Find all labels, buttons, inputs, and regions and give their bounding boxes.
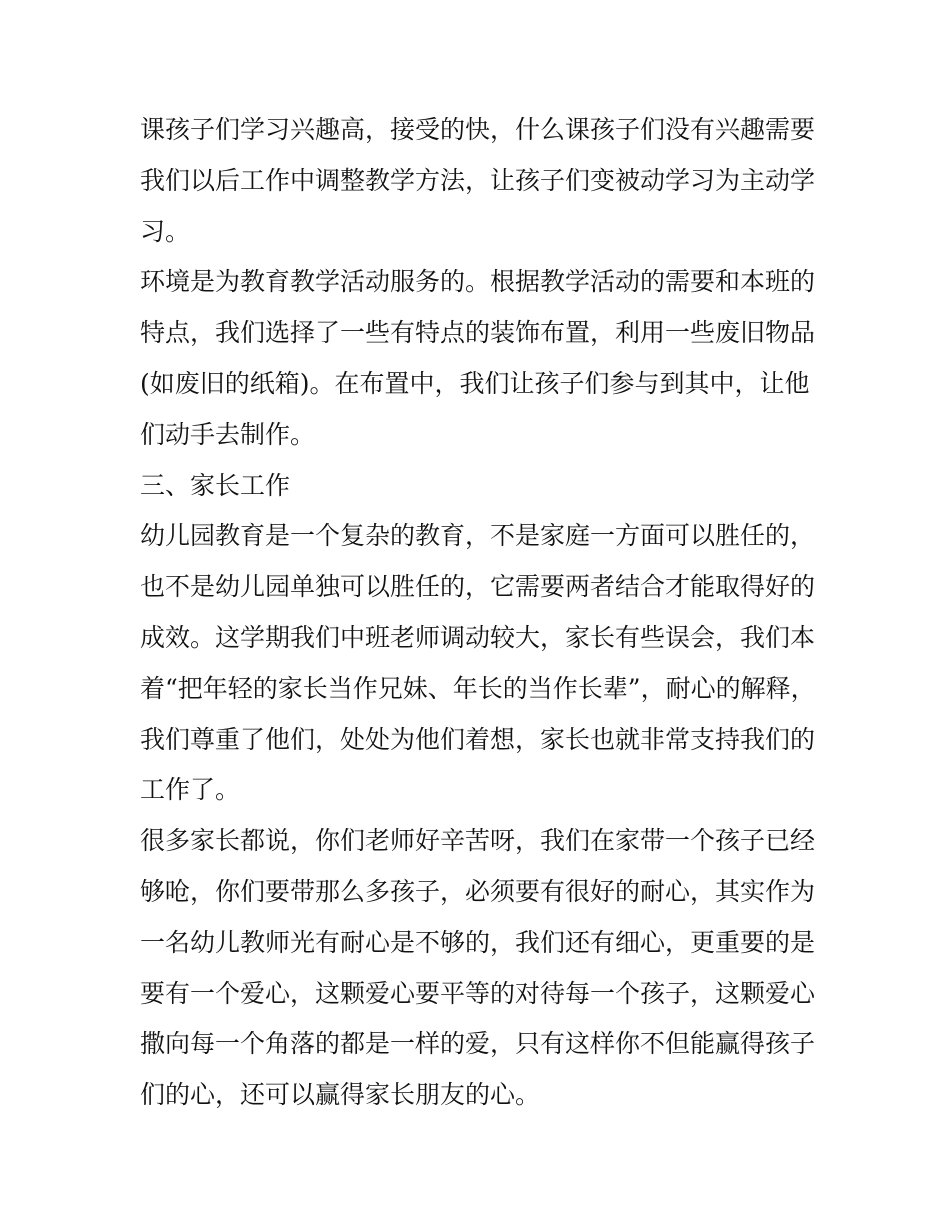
text-line: 幼儿园教育是一个复杂的教育，不是家庭一方面可以胜任的， [140,521,816,551]
document-body [140,105,820,1121]
text-line: 环境是为教育教学活动服务的。根据教学活动的需要和本班的 [140,267,816,297]
text-line: 特点，我们选择了一些有特点的装饰布置，利用一些废旧物品 [140,318,816,348]
section-heading: 三、家长工作 [140,470,291,500]
text-line: 我们以后工作中调整教学方法，让孩子们变被动学习为主动学 [140,165,816,195]
text-line: 够呛，你们要带那么多孩子，必须要有很好的耐心，其实作为 [140,876,816,906]
text-line: 们的心，还可以赢得家长朋友的心。 [140,1080,541,1110]
text-line: 一名幼儿教师光有耐心是不够的，我们还有细心，更重要的是 [140,927,816,957]
text-line: 工作了。 [140,775,241,805]
text-line: 我们尊重了他们，处处为他们着想，家长也就非常支持我们的 [140,724,816,754]
text-line: 很多家长都说，你们老师好辛苦呀，我们在家带一个孩子已经 [140,826,816,856]
text-line: 也不是幼儿园单独可以胜任的，它需要两者结合才能取得好的 [140,572,816,602]
text-line: 课孩子们学习兴趣高，接受的快，什么课孩子们没有兴趣需要 [140,115,816,144]
text-line: 习。 [140,216,191,246]
text-line: 成效。这学期我们中班老师调动较大，家长有些误会，我们本 [140,622,816,652]
text-line: (如废旧的纸箱)。在布置中，我们让孩子们参与到其中，让他 [140,368,810,398]
text-line: 要有一个爱心，这颗爱心要平等的对待每一个孩子，这颗爱心 [140,978,816,1008]
text-line: 撒向每一个角落的都是一样的爱，只有这样你不但能赢得孩子 [140,1029,816,1059]
text-line: 们动手去制作。 [140,419,316,449]
text-line: 着“把年轻的家长当作兄妹、年长的当作长辈”，耐心的解释， [140,673,816,703]
